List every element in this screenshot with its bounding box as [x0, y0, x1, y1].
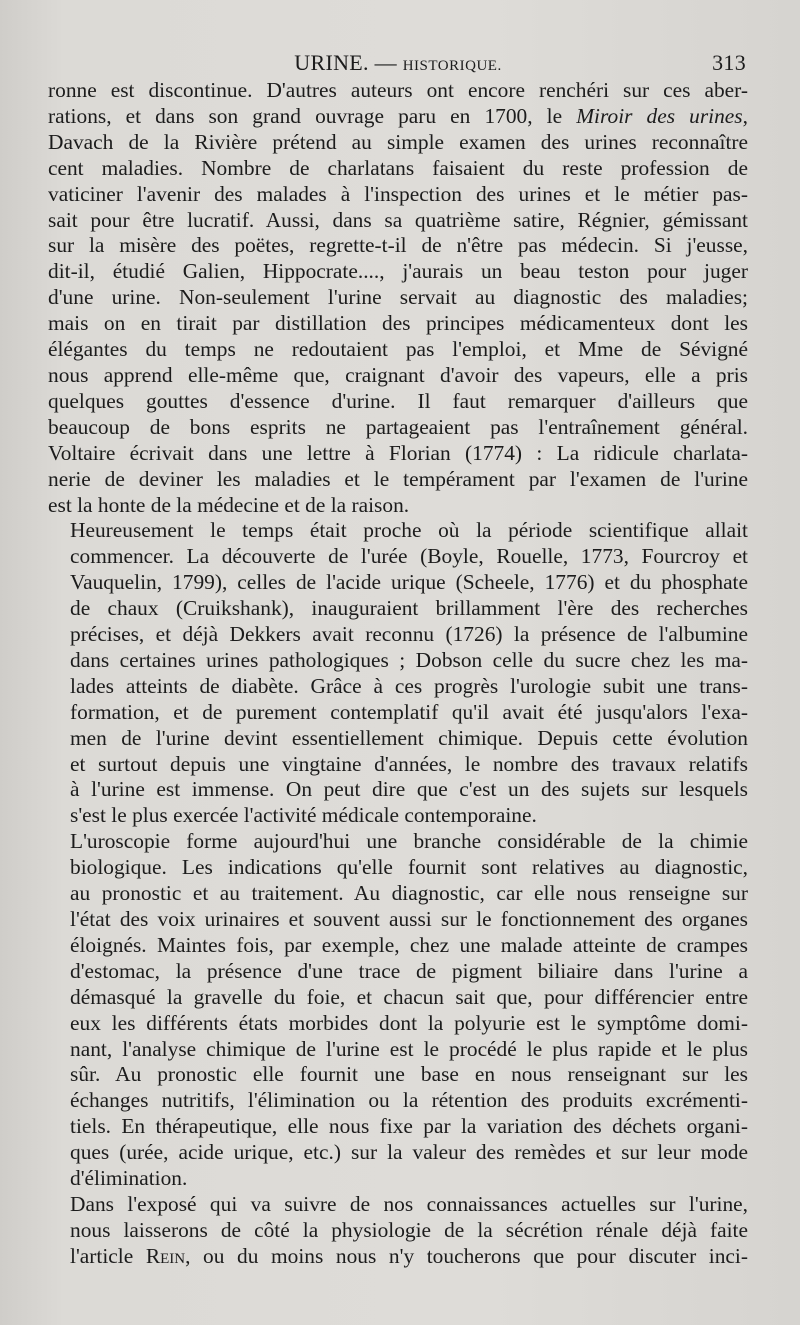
text-line: nous apprend elle-même que, craignant d'avoir des vapeurs, elle a pris	[48, 362, 748, 387]
text-line: ronne est discontinue. D'autres auteurs ont encore renchéri sur ces aber-	[48, 78, 748, 102]
text-line: nerie de deviner les maladies et le tempérament par l'examen de l'urine	[48, 466, 748, 491]
text-line: éloignés. Maintes fois, par exemple, chez une malade atteinte de crampes	[70, 932, 748, 957]
text-line: nous laisserons de côté la physiologie de la sécrétion rénale déjà faite	[70, 1217, 748, 1242]
text-line: de chaux (Cruikshank), inauguraient brillamment l'ère des recherches	[70, 596, 748, 621]
text-line: précises, et déjà Dekkers avait reconnu (1726) la présence de l'albumine	[70, 622, 748, 647]
text-line: sait pour être lucratif. Aussi, dans sa quatrième satire, Régnier, gémissant	[48, 207, 748, 232]
paragraph	[48, 1192, 748, 1270]
text-line: nant, l'analyse chimique de l'urine est le procédé le plus rapide et le plus	[70, 1036, 748, 1061]
text-line: quelques gouttes d'essence d'urine. Il faut remarquer d'ailleurs que	[48, 388, 748, 413]
text-line: men de l'urine devint essentiellement chimique. Depuis cette évolution	[70, 725, 748, 750]
text-line: est la honte de la médecine et de la raison.	[48, 492, 410, 517]
text-line: l'état des voix urinaires et souvent aussi sur le fonctionnement des organes	[70, 907, 748, 931]
text-line: ques (urée, acide urique, etc.) sur la valeur des remèdes et sur leur mode	[70, 1140, 748, 1165]
running-title-dash: —	[368, 50, 403, 75]
text-line: et surtout depuis une vingtaine d'années, le nombre des travaux relatifs	[70, 751, 748, 776]
text-line: d'une urine. Non-seulement l'urine servait au diagnostic des maladies;	[48, 285, 748, 310]
text-line: formation, et de purement contemplatif qu'il avait été jusqu'alors l'exa-	[70, 699, 748, 724]
text-line: biologique. Les indications qu'elle fournit sont relatives au diagnostic,	[70, 855, 748, 880]
text-line: vaticiner l'avenir des malades à l'inspection des urines et le métier pas-	[48, 181, 748, 206]
page-number: 313	[712, 50, 746, 75]
text-line: s'est le plus exercée l'activité médicale contemporaine.	[70, 803, 537, 828]
text-line: lades atteints de diabète. Grâce à ces progrès l'urologie subit une trans-	[70, 673, 748, 698]
text-line: Voltaire écrivait dans une lettre à Florian (1774) : La ridicule charlata-	[48, 440, 748, 465]
running-head	[48, 44, 748, 78]
text-line: Davach de la Rivière prétend au simple examen des urines reconnaître	[48, 129, 748, 154]
text-line: d'élimination.	[70, 1166, 188, 1191]
running-title-section: HISTORIQUE.	[402, 58, 502, 74]
text-line: beaucoup de bons esprits ne partageaient pas l'entraînement général.	[48, 414, 748, 439]
text-line: tiels. En thérapeutique, elle nous fixe par la variation des déchets organi-	[70, 1114, 748, 1139]
text-line: mais on en tirait par distillation des principes médicamenteux dont les	[48, 311, 748, 336]
running-title-main: URINE.	[294, 50, 369, 75]
text-line: commencer. La découverte de l'urée (Boyle, Rouelle, 1773, Fourcroy et	[70, 544, 748, 569]
text-line: l'article Rein, ou du moins nous n'y toucherons que pour discuter inci-	[70, 1243, 748, 1268]
text-line: dans certaines urines pathologiques ; Dobson celle du sucre chez les ma-	[70, 647, 748, 672]
text-line: Vauquelin, 1799), celles de l'acide urique (Scheele, 1776) et du phosphate	[70, 570, 748, 595]
paragraph	[48, 829, 748, 1192]
running-title	[48, 50, 748, 76]
paragraph	[48, 78, 748, 518]
body-text	[48, 78, 748, 1270]
text-line: échanges nutritifs, l'élimination ou la rétention des produits excrémenti-	[70, 1088, 748, 1113]
text-line: au pronostic et au traitement. Au diagnostic, car elle nous renseigne sur	[70, 881, 748, 906]
text-line: d'estomac, la présence d'une trace de pigment biliaire dans l'urine a	[70, 958, 748, 983]
text-line: dit-il, étudié Galien, Hippocrate...., j'aurais un beau teston pour juger	[48, 259, 748, 284]
paragraph	[48, 518, 748, 829]
text-line: sûr. Au pronostic elle fournit une base en nous renseignant sur les	[70, 1062, 748, 1087]
text-line: rations, et dans son grand ouvrage paru en 1700, le Miroir des urines,	[48, 103, 748, 128]
text-line: sur la misère des poëtes, regrette-t-il de n'être pas médecin. Si j'eusse,	[48, 233, 748, 258]
text-line: démasqué la gravelle du foie, et chacun sait que, pour différencier entre	[70, 984, 748, 1009]
small-caps-reference: Rein	[145, 1243, 186, 1268]
text-line: cent maladies. Nombre de charlatans faisaient du reste profession de	[48, 155, 748, 180]
text-line: Dans l'exposé qui va suivre de nos connaissances actuelles sur l'urine,	[70, 1191, 748, 1216]
text-line: eux les différents états morbides dont la polyurie est le symptôme domi-	[70, 1010, 748, 1035]
text-line: élégantes du temps ne redoutaient pas l'emploi, et Mme de Sévigné	[48, 337, 748, 362]
text-line: L'uroscopie forme aujourd'hui une branche considérable de la chimie	[70, 829, 748, 854]
text-line: Heureusement le temps était proche où la période scientifique allait	[70, 518, 748, 543]
text-line: à l'urine est immense. On peut dire que c'est un des sujets sur lesquels	[70, 777, 748, 802]
italic-title: Miroir des urines	[576, 103, 743, 128]
